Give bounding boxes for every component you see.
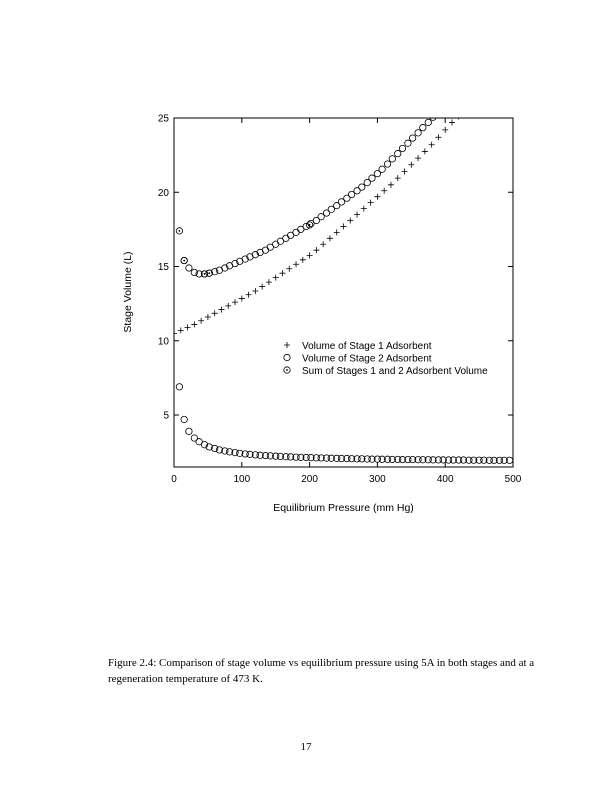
plus-point xyxy=(293,261,299,267)
x-tick-label: 0 xyxy=(171,474,177,485)
circle-point xyxy=(409,135,415,141)
data-marks xyxy=(171,26,513,464)
circle-point xyxy=(384,161,390,167)
x-tick-label: 400 xyxy=(436,474,454,485)
circle-point xyxy=(460,79,466,85)
circle-point xyxy=(405,140,411,146)
plus-point xyxy=(388,182,394,188)
plus-point xyxy=(395,175,401,181)
plus-point xyxy=(449,119,455,125)
plus-point xyxy=(307,252,313,258)
circle-point xyxy=(395,150,401,156)
x-tick-label: 300 xyxy=(369,474,386,485)
plus-legend-icon xyxy=(284,342,290,348)
circle-point xyxy=(283,235,289,241)
plus-point xyxy=(381,188,387,194)
circle-dot-legend-icon xyxy=(284,367,290,373)
plus-point xyxy=(185,324,191,330)
y-tick-label: 15 xyxy=(157,262,169,274)
circle-point xyxy=(440,103,446,109)
circle-point xyxy=(445,97,451,103)
plus-point xyxy=(347,217,353,223)
legend-label: Sum of Stages 1 and 2 Adsorbent Volume xyxy=(302,366,488,377)
plot-frame xyxy=(174,118,513,467)
circle-point xyxy=(389,156,395,162)
plus-point xyxy=(252,288,258,294)
series-4 xyxy=(176,222,313,277)
y-tick-label: 25 xyxy=(157,113,169,125)
plus-point xyxy=(232,299,238,305)
legend-entry xyxy=(284,354,432,365)
circle-point xyxy=(506,26,512,32)
plus-point xyxy=(361,206,367,212)
circle-dot-point xyxy=(176,228,182,234)
plus-point xyxy=(225,303,231,309)
circle-legend-icon xyxy=(284,354,290,360)
circle-point xyxy=(293,229,299,235)
plus-point xyxy=(286,266,292,272)
legend-label: Volume of Stage 2 Adsorbent xyxy=(302,353,432,365)
circle-point xyxy=(456,85,462,91)
circle-point xyxy=(186,265,192,271)
plus-point xyxy=(442,127,448,133)
plus-point xyxy=(218,307,224,313)
circle-point xyxy=(262,247,268,253)
plus-point xyxy=(415,155,421,161)
plus-point xyxy=(422,148,428,154)
chart-legend xyxy=(284,341,488,377)
circle-point xyxy=(273,241,279,247)
y-tick-label: 20 xyxy=(157,187,169,199)
circle-point xyxy=(496,38,502,44)
y-tick-label: 5 xyxy=(163,410,169,422)
plus-point xyxy=(320,241,326,247)
circle-point xyxy=(425,119,431,125)
circle-point xyxy=(501,32,507,38)
plus-point xyxy=(402,168,408,174)
circle-point xyxy=(420,124,426,130)
plus-point xyxy=(239,295,245,301)
plus-point xyxy=(198,318,204,324)
plus-point xyxy=(408,162,414,168)
plus-point xyxy=(368,200,374,206)
circle-point xyxy=(466,73,472,79)
plus-point xyxy=(191,321,197,327)
x-tick-label: 500 xyxy=(504,474,522,485)
circle-point xyxy=(359,184,365,190)
plus-point xyxy=(273,275,279,281)
circle-point xyxy=(491,44,497,50)
figure-caption: Figure 2.4: Comparison of stage volume vs equilibrium pressure using 5A in both stages and at a regeneration temperature of 473 K. xyxy=(108,657,535,685)
circle-point xyxy=(186,428,192,434)
plus-point xyxy=(205,314,211,320)
axis-ticks xyxy=(158,114,522,486)
plus-point xyxy=(354,212,360,218)
x-axis-label: Equilibrium Pressure (mm Hg) xyxy=(273,502,414,514)
plus-point xyxy=(313,247,319,253)
y-tick-label: 10 xyxy=(157,336,169,348)
x-tick-label: 100 xyxy=(233,474,251,485)
plus-point xyxy=(178,327,184,333)
plus-point xyxy=(435,134,441,140)
plus-point xyxy=(456,114,462,120)
legend-entry xyxy=(284,366,488,377)
plus-point xyxy=(341,223,347,229)
circle-point xyxy=(430,114,436,120)
circle-point xyxy=(415,130,421,136)
plus-point xyxy=(246,292,252,298)
plus-point xyxy=(279,270,285,276)
legend-label: Volume of Stage 1 Adsorbent xyxy=(302,341,432,352)
circle-point xyxy=(369,175,375,181)
plus-point xyxy=(266,279,272,285)
circle-point xyxy=(435,109,441,115)
circle-point xyxy=(379,166,385,172)
series-2 xyxy=(176,384,513,464)
circle-point xyxy=(176,384,182,390)
plus-point xyxy=(259,284,265,290)
circle-point xyxy=(481,55,487,61)
plus-point xyxy=(429,142,435,148)
plus-point xyxy=(171,330,177,336)
circle-point xyxy=(470,67,476,73)
circle-dot-point xyxy=(181,257,187,263)
plus-point xyxy=(334,229,340,235)
plus-point xyxy=(374,194,380,200)
circle-point xyxy=(181,416,187,422)
plus-point xyxy=(327,235,333,241)
series-3 xyxy=(181,26,513,277)
plus-point xyxy=(300,257,306,263)
circle-point xyxy=(476,61,482,67)
circle-point xyxy=(399,145,405,151)
x-tick-label: 200 xyxy=(301,474,318,485)
circle-point xyxy=(486,49,492,55)
plus-point xyxy=(463,106,469,112)
page-number: 17 xyxy=(300,741,312,753)
circle-point xyxy=(450,91,456,97)
legend-entry xyxy=(284,341,432,352)
y-axis-label: Stage Volume (L) xyxy=(122,251,134,333)
plus-point xyxy=(212,310,218,316)
